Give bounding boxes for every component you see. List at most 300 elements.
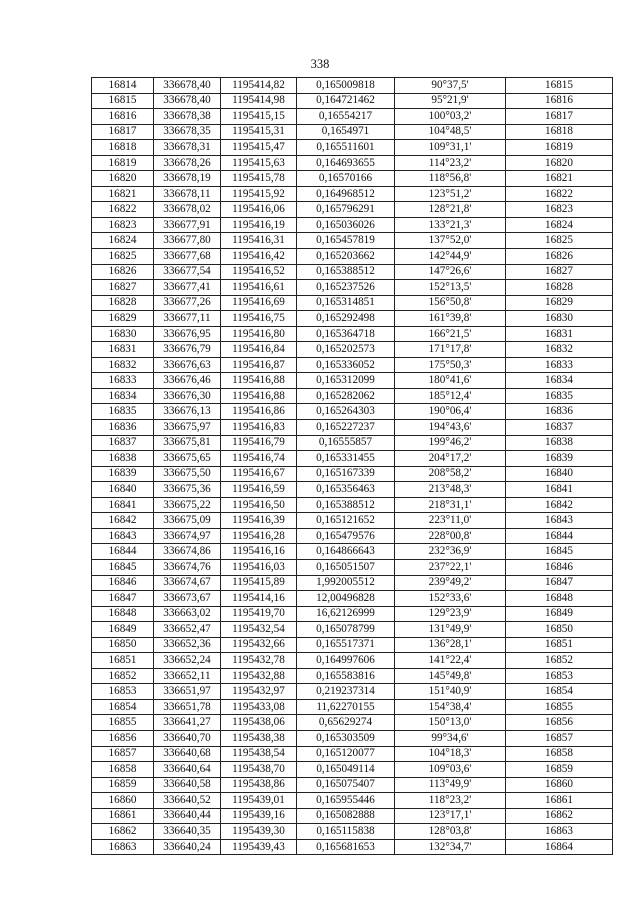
table-row (92, 559, 613, 575)
point-number-cell: 16817 (92, 124, 154, 140)
table-row (92, 497, 613, 513)
y-coordinate-cell: 1195433,08 (221, 699, 297, 715)
point-number-cell: 16858 (92, 762, 154, 778)
table-row (92, 186, 613, 202)
next-point-cell: 16861 (506, 793, 613, 809)
distance-cell: 0,165457819 (297, 233, 395, 249)
x-coordinate-cell: 336674,86 (154, 544, 221, 560)
next-point-cell: 16827 (506, 264, 613, 280)
point-number-cell: 16860 (92, 793, 154, 809)
x-coordinate-cell: 336678,35 (154, 124, 221, 140)
point-number-cell: 16829 (92, 311, 154, 327)
point-number-cell: 16820 (92, 171, 154, 187)
next-point-cell: 16846 (506, 559, 613, 575)
angle-cell: 239°49,2' (395, 575, 506, 591)
x-coordinate-cell: 336678,31 (154, 140, 221, 156)
y-coordinate-cell: 1195415,31 (221, 124, 297, 140)
distance-cell: 0,164866643 (297, 544, 395, 560)
next-point-cell: 16854 (506, 684, 613, 700)
x-coordinate-cell: 336674,76 (154, 559, 221, 575)
point-number-cell: 16842 (92, 513, 154, 529)
y-coordinate-cell: 1195439,43 (221, 839, 297, 855)
x-coordinate-cell: 336678,40 (154, 78, 221, 94)
distance-cell: 0,165115838 (297, 824, 395, 840)
angle-cell: 129°23,9' (395, 606, 506, 622)
angle-cell: 118°56,8' (395, 171, 506, 187)
point-number-cell: 16850 (92, 637, 154, 653)
y-coordinate-cell: 1195416,69 (221, 295, 297, 311)
x-coordinate-cell: 336675,65 (154, 451, 221, 467)
x-coordinate-cell: 336676,95 (154, 326, 221, 342)
x-coordinate-cell: 336640,58 (154, 777, 221, 793)
y-coordinate-cell: 1195416,42 (221, 249, 297, 265)
table-row (92, 622, 613, 638)
y-coordinate-cell: 1195415,15 (221, 109, 297, 125)
table-row (92, 730, 613, 746)
point-number-cell: 16833 (92, 373, 154, 389)
next-point-cell: 16824 (506, 217, 613, 233)
next-point-cell: 16841 (506, 482, 613, 498)
distance-cell: 0,1654971 (297, 124, 395, 140)
y-coordinate-cell: 1195416,16 (221, 544, 297, 560)
y-coordinate-cell: 1195416,87 (221, 357, 297, 373)
point-number-cell: 16824 (92, 233, 154, 249)
x-coordinate-cell: 336640,68 (154, 746, 221, 762)
x-coordinate-cell: 336675,09 (154, 513, 221, 529)
next-point-cell: 16853 (506, 668, 613, 684)
y-coordinate-cell: 1195416,79 (221, 435, 297, 451)
distance-cell: 0,65629274 (297, 715, 395, 731)
distance-cell: 0,165078799 (297, 622, 395, 638)
x-coordinate-cell: 336677,41 (154, 280, 221, 296)
point-number-cell: 16853 (92, 684, 154, 700)
angle-cell: 131°49,9' (395, 622, 506, 638)
angle-cell: 114°23,2' (395, 155, 506, 171)
x-coordinate-cell: 336663,02 (154, 606, 221, 622)
angle-cell: 232°36,9' (395, 544, 506, 560)
table-row (92, 155, 613, 171)
angle-cell: 142°44,9' (395, 249, 506, 265)
point-number-cell: 16816 (92, 109, 154, 125)
angle-cell: 180°41,6' (395, 373, 506, 389)
table-row (92, 124, 613, 140)
angle-cell: 151°40,9' (395, 684, 506, 700)
table-row (92, 699, 613, 715)
angle-cell: 113°49,9' (395, 777, 506, 793)
next-point-cell: 16860 (506, 777, 613, 793)
y-coordinate-cell: 1195432,97 (221, 684, 297, 700)
table-row (92, 793, 613, 809)
x-coordinate-cell: 336675,97 (154, 420, 221, 436)
angle-cell: 185°12,4' (395, 388, 506, 404)
angle-cell: 95°21,9' (395, 93, 506, 109)
next-point-cell: 16852 (506, 653, 613, 669)
x-coordinate-cell: 336678,38 (154, 109, 221, 125)
distance-cell: 0,165009818 (297, 78, 395, 94)
distance-cell: 0,165479576 (297, 528, 395, 544)
next-point-cell: 16832 (506, 342, 613, 358)
next-point-cell: 16839 (506, 451, 613, 467)
table-row (92, 451, 613, 467)
y-coordinate-cell: 1195439,30 (221, 824, 297, 840)
angle-cell: 152°13,5' (395, 280, 506, 296)
y-coordinate-cell: 1195416,84 (221, 342, 297, 358)
point-number-cell: 16837 (92, 435, 154, 451)
angle-cell: 141°22,4' (395, 653, 506, 669)
point-number-cell: 16823 (92, 217, 154, 233)
point-number-cell: 16863 (92, 839, 154, 855)
y-coordinate-cell: 1195416,03 (221, 559, 297, 575)
table-row (92, 420, 613, 436)
distance-cell: 0,219237314 (297, 684, 395, 700)
table-row (92, 746, 613, 762)
angle-cell: 199°46,2' (395, 435, 506, 451)
angle-cell: 223°11,0' (395, 513, 506, 529)
table-body (92, 78, 613, 855)
next-point-cell: 16847 (506, 575, 613, 591)
table-row (92, 684, 613, 700)
x-coordinate-cell: 336676,13 (154, 404, 221, 420)
x-coordinate-cell: 336640,64 (154, 762, 221, 778)
y-coordinate-cell: 1195415,78 (221, 171, 297, 187)
x-coordinate-cell: 336652,47 (154, 622, 221, 638)
x-coordinate-cell: 336651,97 (154, 684, 221, 700)
point-number-cell: 16846 (92, 575, 154, 591)
next-point-cell: 16863 (506, 824, 613, 840)
point-number-cell: 16848 (92, 606, 154, 622)
angle-cell: 104°48,5' (395, 124, 506, 140)
point-number-cell: 16827 (92, 280, 154, 296)
table-row (92, 264, 613, 280)
next-point-cell: 16858 (506, 746, 613, 762)
next-point-cell: 16823 (506, 202, 613, 218)
distance-cell: 0,165388512 (297, 264, 395, 280)
table-row (92, 435, 613, 451)
y-coordinate-cell: 1195416,50 (221, 497, 297, 513)
table-row (92, 311, 613, 327)
next-point-cell: 16817 (506, 109, 613, 125)
next-point-cell: 16834 (506, 373, 613, 389)
angle-cell: 104°18,3' (395, 746, 506, 762)
x-coordinate-cell: 336675,81 (154, 435, 221, 451)
distance-cell: 0,165681653 (297, 839, 395, 855)
next-point-cell: 16819 (506, 140, 613, 156)
next-point-cell: 16862 (506, 808, 613, 824)
point-number-cell: 16843 (92, 528, 154, 544)
next-point-cell: 16820 (506, 155, 613, 171)
angle-cell: 147°26,6' (395, 264, 506, 280)
table-row (92, 668, 613, 684)
next-point-cell: 16850 (506, 622, 613, 638)
x-coordinate-cell: 336677,68 (154, 249, 221, 265)
y-coordinate-cell: 1195432,54 (221, 622, 297, 638)
angle-cell: 152°33,6' (395, 591, 506, 607)
next-point-cell: 16845 (506, 544, 613, 560)
next-point-cell: 16818 (506, 124, 613, 140)
point-number-cell: 16818 (92, 140, 154, 156)
distance-cell: 0,165082888 (297, 808, 395, 824)
next-point-cell: 16837 (506, 420, 613, 436)
table-row (92, 466, 613, 482)
x-coordinate-cell: 336640,24 (154, 839, 221, 855)
point-number-cell: 16821 (92, 186, 154, 202)
y-coordinate-cell: 1195432,78 (221, 653, 297, 669)
distance-cell: 0,165517371 (297, 637, 395, 653)
point-number-cell: 16822 (92, 202, 154, 218)
next-point-cell: 16840 (506, 466, 613, 482)
next-point-cell: 16856 (506, 715, 613, 731)
x-coordinate-cell: 336677,26 (154, 295, 221, 311)
distance-cell: 0,165511601 (297, 140, 395, 156)
distance-cell: 16,62126999 (297, 606, 395, 622)
angle-cell: 109°03,6' (395, 762, 506, 778)
next-point-cell: 16826 (506, 249, 613, 265)
y-coordinate-cell: 1195415,92 (221, 186, 297, 202)
x-coordinate-cell: 336678,02 (154, 202, 221, 218)
next-point-cell: 16815 (506, 78, 613, 94)
y-coordinate-cell: 1195416,61 (221, 280, 297, 296)
angle-cell: 154°38,4' (395, 699, 506, 715)
point-number-cell: 16815 (92, 93, 154, 109)
angle-cell: 213°48,3' (395, 482, 506, 498)
point-number-cell: 16828 (92, 295, 154, 311)
angle-cell: 123°17,1' (395, 808, 506, 824)
next-point-cell: 16816 (506, 93, 613, 109)
table-row (92, 388, 613, 404)
table-row (92, 404, 613, 420)
point-number-cell: 16862 (92, 824, 154, 840)
next-point-cell: 16851 (506, 637, 613, 653)
y-coordinate-cell: 1195416,31 (221, 233, 297, 249)
distance-cell: 1,992005512 (297, 575, 395, 591)
y-coordinate-cell: 1195416,80 (221, 326, 297, 342)
y-coordinate-cell: 1195416,74 (221, 451, 297, 467)
table-row (92, 839, 613, 855)
distance-cell: 0,16570166 (297, 171, 395, 187)
table-row (92, 808, 613, 824)
point-number-cell: 16859 (92, 777, 154, 793)
angle-cell: 128°03,8' (395, 824, 506, 840)
table-row (92, 109, 613, 125)
table-row (92, 575, 613, 591)
table-row (92, 606, 613, 622)
x-coordinate-cell: 336678,26 (154, 155, 221, 171)
distance-cell: 0,165202573 (297, 342, 395, 358)
x-coordinate-cell: 336641,27 (154, 715, 221, 731)
table-row (92, 357, 613, 373)
y-coordinate-cell: 1195416,06 (221, 202, 297, 218)
y-coordinate-cell: 1195414,98 (221, 93, 297, 109)
y-coordinate-cell: 1195416,19 (221, 217, 297, 233)
y-coordinate-cell: 1195438,86 (221, 777, 297, 793)
next-point-cell: 16842 (506, 497, 613, 513)
table-row (92, 482, 613, 498)
angle-cell: 156°50,8' (395, 295, 506, 311)
x-coordinate-cell: 336677,91 (154, 217, 221, 233)
point-number-cell: 16840 (92, 482, 154, 498)
next-point-cell: 16831 (506, 326, 613, 342)
next-point-cell: 16838 (506, 435, 613, 451)
distance-cell: 0,165583816 (297, 668, 395, 684)
x-coordinate-cell: 336640,52 (154, 793, 221, 809)
y-coordinate-cell: 1195414,82 (221, 78, 297, 94)
angle-cell: 128°21,8' (395, 202, 506, 218)
y-coordinate-cell: 1195416,39 (221, 513, 297, 529)
point-number-cell: 16831 (92, 342, 154, 358)
distance-cell: 12,00496828 (297, 591, 395, 607)
point-number-cell: 16851 (92, 653, 154, 669)
table-row (92, 544, 613, 560)
angle-cell: 218°31,1' (395, 497, 506, 513)
angle-cell: 208°58,2' (395, 466, 506, 482)
table-row (92, 202, 613, 218)
distance-cell: 0,165264303 (297, 404, 395, 420)
point-number-cell: 16854 (92, 699, 154, 715)
table-row (92, 528, 613, 544)
next-point-cell: 16825 (506, 233, 613, 249)
angle-cell: 204°17,2' (395, 451, 506, 467)
x-coordinate-cell: 336640,35 (154, 824, 221, 840)
x-coordinate-cell: 336675,22 (154, 497, 221, 513)
distance-cell: 0,165227237 (297, 420, 395, 436)
next-point-cell: 16833 (506, 357, 613, 373)
x-coordinate-cell: 336652,36 (154, 637, 221, 653)
table-row (92, 513, 613, 529)
angle-cell: 136°28,1' (395, 637, 506, 653)
table-row (92, 233, 613, 249)
next-point-cell: 16828 (506, 280, 613, 296)
distance-cell: 0,16555857 (297, 435, 395, 451)
distance-cell: 0,165036026 (297, 217, 395, 233)
next-point-cell: 16864 (506, 839, 613, 855)
angle-cell: 145°49,8' (395, 668, 506, 684)
page-number: 338 (310, 57, 330, 71)
point-number-cell: 16849 (92, 622, 154, 638)
table-row (92, 93, 613, 109)
table-row (92, 217, 613, 233)
point-number-cell: 16830 (92, 326, 154, 342)
angle-cell: 132°34,7' (395, 839, 506, 855)
distance-cell: 0,165314851 (297, 295, 395, 311)
point-number-cell: 16844 (92, 544, 154, 560)
distance-cell: 0,165336052 (297, 357, 395, 373)
table-row (92, 249, 613, 265)
point-number-cell: 16835 (92, 404, 154, 420)
point-number-cell: 16819 (92, 155, 154, 171)
table-row (92, 715, 613, 731)
x-coordinate-cell: 336677,54 (154, 264, 221, 280)
x-coordinate-cell: 336640,44 (154, 808, 221, 824)
y-coordinate-cell: 1195432,88 (221, 668, 297, 684)
table-row (92, 373, 613, 389)
y-coordinate-cell: 1195416,67 (221, 466, 297, 482)
table-row (92, 653, 613, 669)
next-point-cell: 16821 (506, 171, 613, 187)
y-coordinate-cell: 1195415,89 (221, 575, 297, 591)
distance-cell: 0,165120077 (297, 746, 395, 762)
y-coordinate-cell: 1195416,28 (221, 528, 297, 544)
next-point-cell: 16843 (506, 513, 613, 529)
angle-cell: 228°00,8' (395, 528, 506, 544)
distance-cell: 0,165955446 (297, 793, 395, 809)
x-coordinate-cell: 336677,11 (154, 311, 221, 327)
angle-cell: 190°06,4' (395, 404, 506, 420)
angle-cell: 109°31,1' (395, 140, 506, 156)
point-number-cell: 16838 (92, 451, 154, 467)
x-coordinate-cell: 336675,36 (154, 482, 221, 498)
point-number-cell: 16832 (92, 357, 154, 373)
angle-cell: 118°23,2' (395, 793, 506, 809)
distance-cell: 0,164721462 (297, 93, 395, 109)
distance-cell: 0,164997606 (297, 653, 395, 669)
next-point-cell: 16830 (506, 311, 613, 327)
distance-cell: 0,164968512 (297, 186, 395, 202)
next-point-cell: 16836 (506, 404, 613, 420)
y-coordinate-cell: 1195438,38 (221, 730, 297, 746)
distance-cell: 0,165167339 (297, 466, 395, 482)
point-number-cell: 16814 (92, 78, 154, 94)
point-number-cell: 16834 (92, 388, 154, 404)
table-row (92, 326, 613, 342)
table-row (92, 762, 613, 778)
angle-cell: 237°22,1' (395, 559, 506, 575)
next-point-cell: 16835 (506, 388, 613, 404)
angle-cell: 137°52,0' (395, 233, 506, 249)
y-coordinate-cell: 1195432,66 (221, 637, 297, 653)
point-number-cell: 16845 (92, 559, 154, 575)
distance-cell: 0,16554217 (297, 109, 395, 125)
point-number-cell: 16847 (92, 591, 154, 607)
table-row (92, 171, 613, 187)
next-point-cell: 16857 (506, 730, 613, 746)
table-row (92, 295, 613, 311)
distance-cell: 0,165388512 (297, 497, 395, 513)
distance-cell: 0,164693655 (297, 155, 395, 171)
x-coordinate-cell: 336651,78 (154, 699, 221, 715)
y-coordinate-cell: 1195416,88 (221, 388, 297, 404)
distance-cell: 0,165312099 (297, 373, 395, 389)
point-number-cell: 16836 (92, 420, 154, 436)
next-point-cell: 16849 (506, 606, 613, 622)
y-coordinate-cell: 1195415,63 (221, 155, 297, 171)
point-number-cell: 16839 (92, 466, 154, 482)
y-coordinate-cell: 1195416,75 (221, 311, 297, 327)
point-number-cell: 16826 (92, 264, 154, 280)
x-coordinate-cell: 336677,80 (154, 233, 221, 249)
y-coordinate-cell: 1195416,52 (221, 264, 297, 280)
angle-cell: 171°17,8' (395, 342, 506, 358)
angle-cell: 161°39,8' (395, 311, 506, 327)
angle-cell: 175°50,3' (395, 357, 506, 373)
x-coordinate-cell: 336678,40 (154, 93, 221, 109)
distance-cell: 0,165356463 (297, 482, 395, 498)
angle-cell: 100°03,2' (395, 109, 506, 125)
x-coordinate-cell: 336676,63 (154, 357, 221, 373)
y-coordinate-cell: 1195416,59 (221, 482, 297, 498)
y-coordinate-cell: 1195439,16 (221, 808, 297, 824)
distance-cell: 0,165075407 (297, 777, 395, 793)
angle-cell: 90°37,5' (395, 78, 506, 94)
point-number-cell: 16856 (92, 730, 154, 746)
distance-cell: 0,165049114 (297, 762, 395, 778)
distance-cell: 0,165121652 (297, 513, 395, 529)
x-coordinate-cell: 336640,70 (154, 730, 221, 746)
angle-cell: 166°21,5' (395, 326, 506, 342)
next-point-cell: 16822 (506, 186, 613, 202)
table-row (92, 342, 613, 358)
point-number-cell: 16841 (92, 497, 154, 513)
y-coordinate-cell: 1195438,54 (221, 746, 297, 762)
